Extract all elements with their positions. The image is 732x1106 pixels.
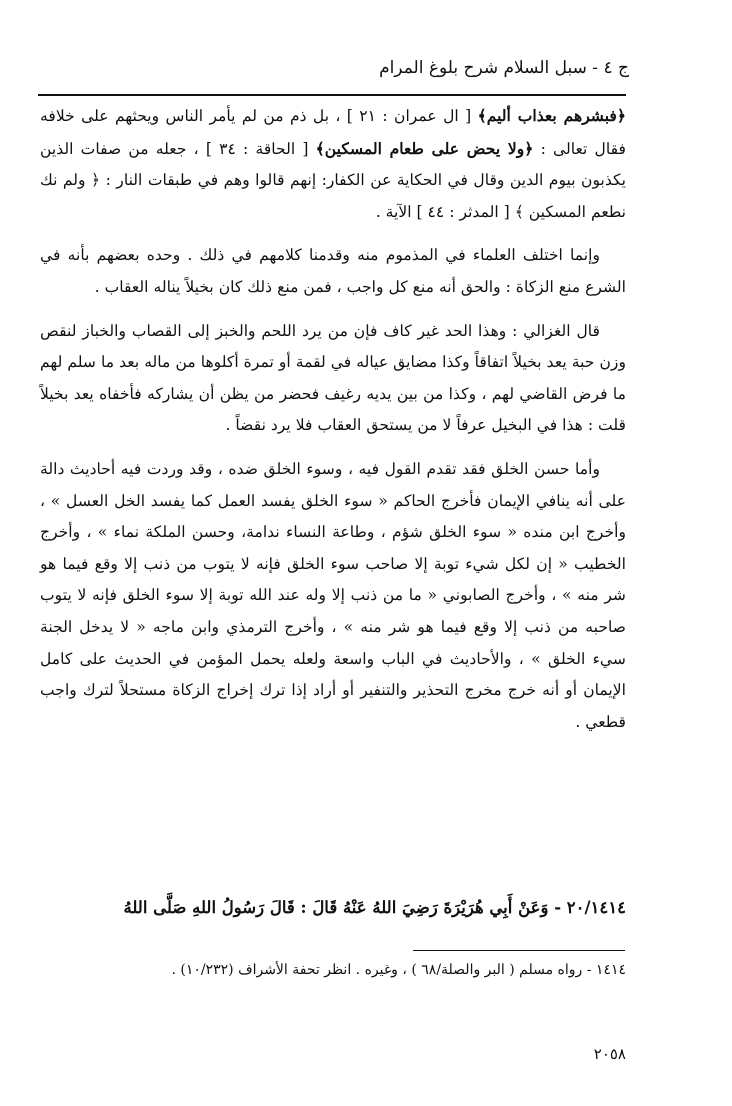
paragraph-4: وأما حسن الخلق فقد تقدم القول فيه ، وسوء الخلق ضده ، وقد وردت فيه أحاديث دالة على أنه ينافي الإيمان فأخرج الحاكم « سوء الخلق يفسد العمل كما يفسد الخل العسل » ، وأخرج ابن منده « سوء الخلق شؤم ، وطاعة النساء ندامة، وحسن الملكة نماء » ، وأخرج الخطيب « إن لكل شيء توبة إلا صاحب سوء الخلق فإنه لا يتوب من ذنب إلا وقع فيما هو شر منه » ، وأخرج الصابوني « ما من ذنب إلا وله عند الله توبة إلا سوء الخلق فإنه لا يتوب صاحبه من ذنب إلا وقع فيما هو شر منه » ، وأخرج الترمذي وابن ماجه « لا يدخل الجنة سيء الخلق » ، والأحاديث في الباب واسعة ولعله يحمل المؤمن في الحديث على كامل الإيمان أو أنه خرج مخرج التحذير والتنفير أو أراد إذا ترك إخراج الزكاة مستحلاً لترك واجب قطعي . xyxy=(40,459,626,731)
text-span: [ الحاقة : ٣٤ ] ، جعله من صفات الذين يكذبون بيوم الدين وقال في الحكاية عن الكفار: إنهم قالوا وهم في طبقات النار : ﴿ ولم نك نطعم المسكين ﴾ [ المدثر : ٤٤ ] الآية . xyxy=(40,139,626,221)
quran-quote: ﴿فبشرهم بعذاب أليم﴾ xyxy=(477,106,627,125)
hadith-heading: ٢٠/١٤١٤ - وَعَنْ أَبِي هُرَيْرَةَ رَضِيَ اللهُ عَنْهُ قَالَ : قَالَ رَسُولُ اللهِ صَلَّى اللهُ xyxy=(123,898,626,917)
running-header: ج ٤ - سبل السلام شرح بلوغ المرام xyxy=(379,58,629,78)
page-number: ٢٠٥٨ xyxy=(593,1045,626,1063)
quran-quote: ﴿ولا يحض على طعام المسكين﴾ xyxy=(315,138,534,158)
header-divider xyxy=(38,94,626,96)
main-text xyxy=(40,100,626,750)
paragraph-3: قال الغزالي : وهذا الحد غير كاف فإن من يرد اللحم والخبز إلى القصاب والخباز لنقص وزن حبة يعد بخيلاً اتفاقاً وكذا مضايق عياله في لقمة أو تمرة أكلوها من ماله بعد ما سلم لهم ما فرض القاضي لهم ، وكذا من بين يديه رغيف فحضر من يظن أن يشاركه فأخفاه يعد بخيلاً قلت : هذا في البخيل عرفاً لا من يستحق العقاب فلا يرد نقضاً . xyxy=(40,321,626,435)
footnote: ١٤١٤ - رواه مسلم ( البر والصلة/٦٨ ) ، وغيره . انظر تحفة الأشراف (١٠/٢٣٢) . xyxy=(171,962,626,978)
paragraph-2: وإنما اختلف العلماء في المذموم منه وقدمنا كلامهم في ذلك . وحده بعضهم بأنه في الشرع منع الزكاة : والحق أنه منع كل واجب ، فمن منع ذلك كان بخيلاً يناله العقاب . xyxy=(40,246,626,296)
paragraph-1 xyxy=(40,100,626,228)
footnote-divider xyxy=(413,950,625,951)
text-span: [ ال عمران : ٢١ ] ، بل ذم من لم يأمر الناس ويحثهم على خلافه فقال تعالى : xyxy=(40,107,626,158)
